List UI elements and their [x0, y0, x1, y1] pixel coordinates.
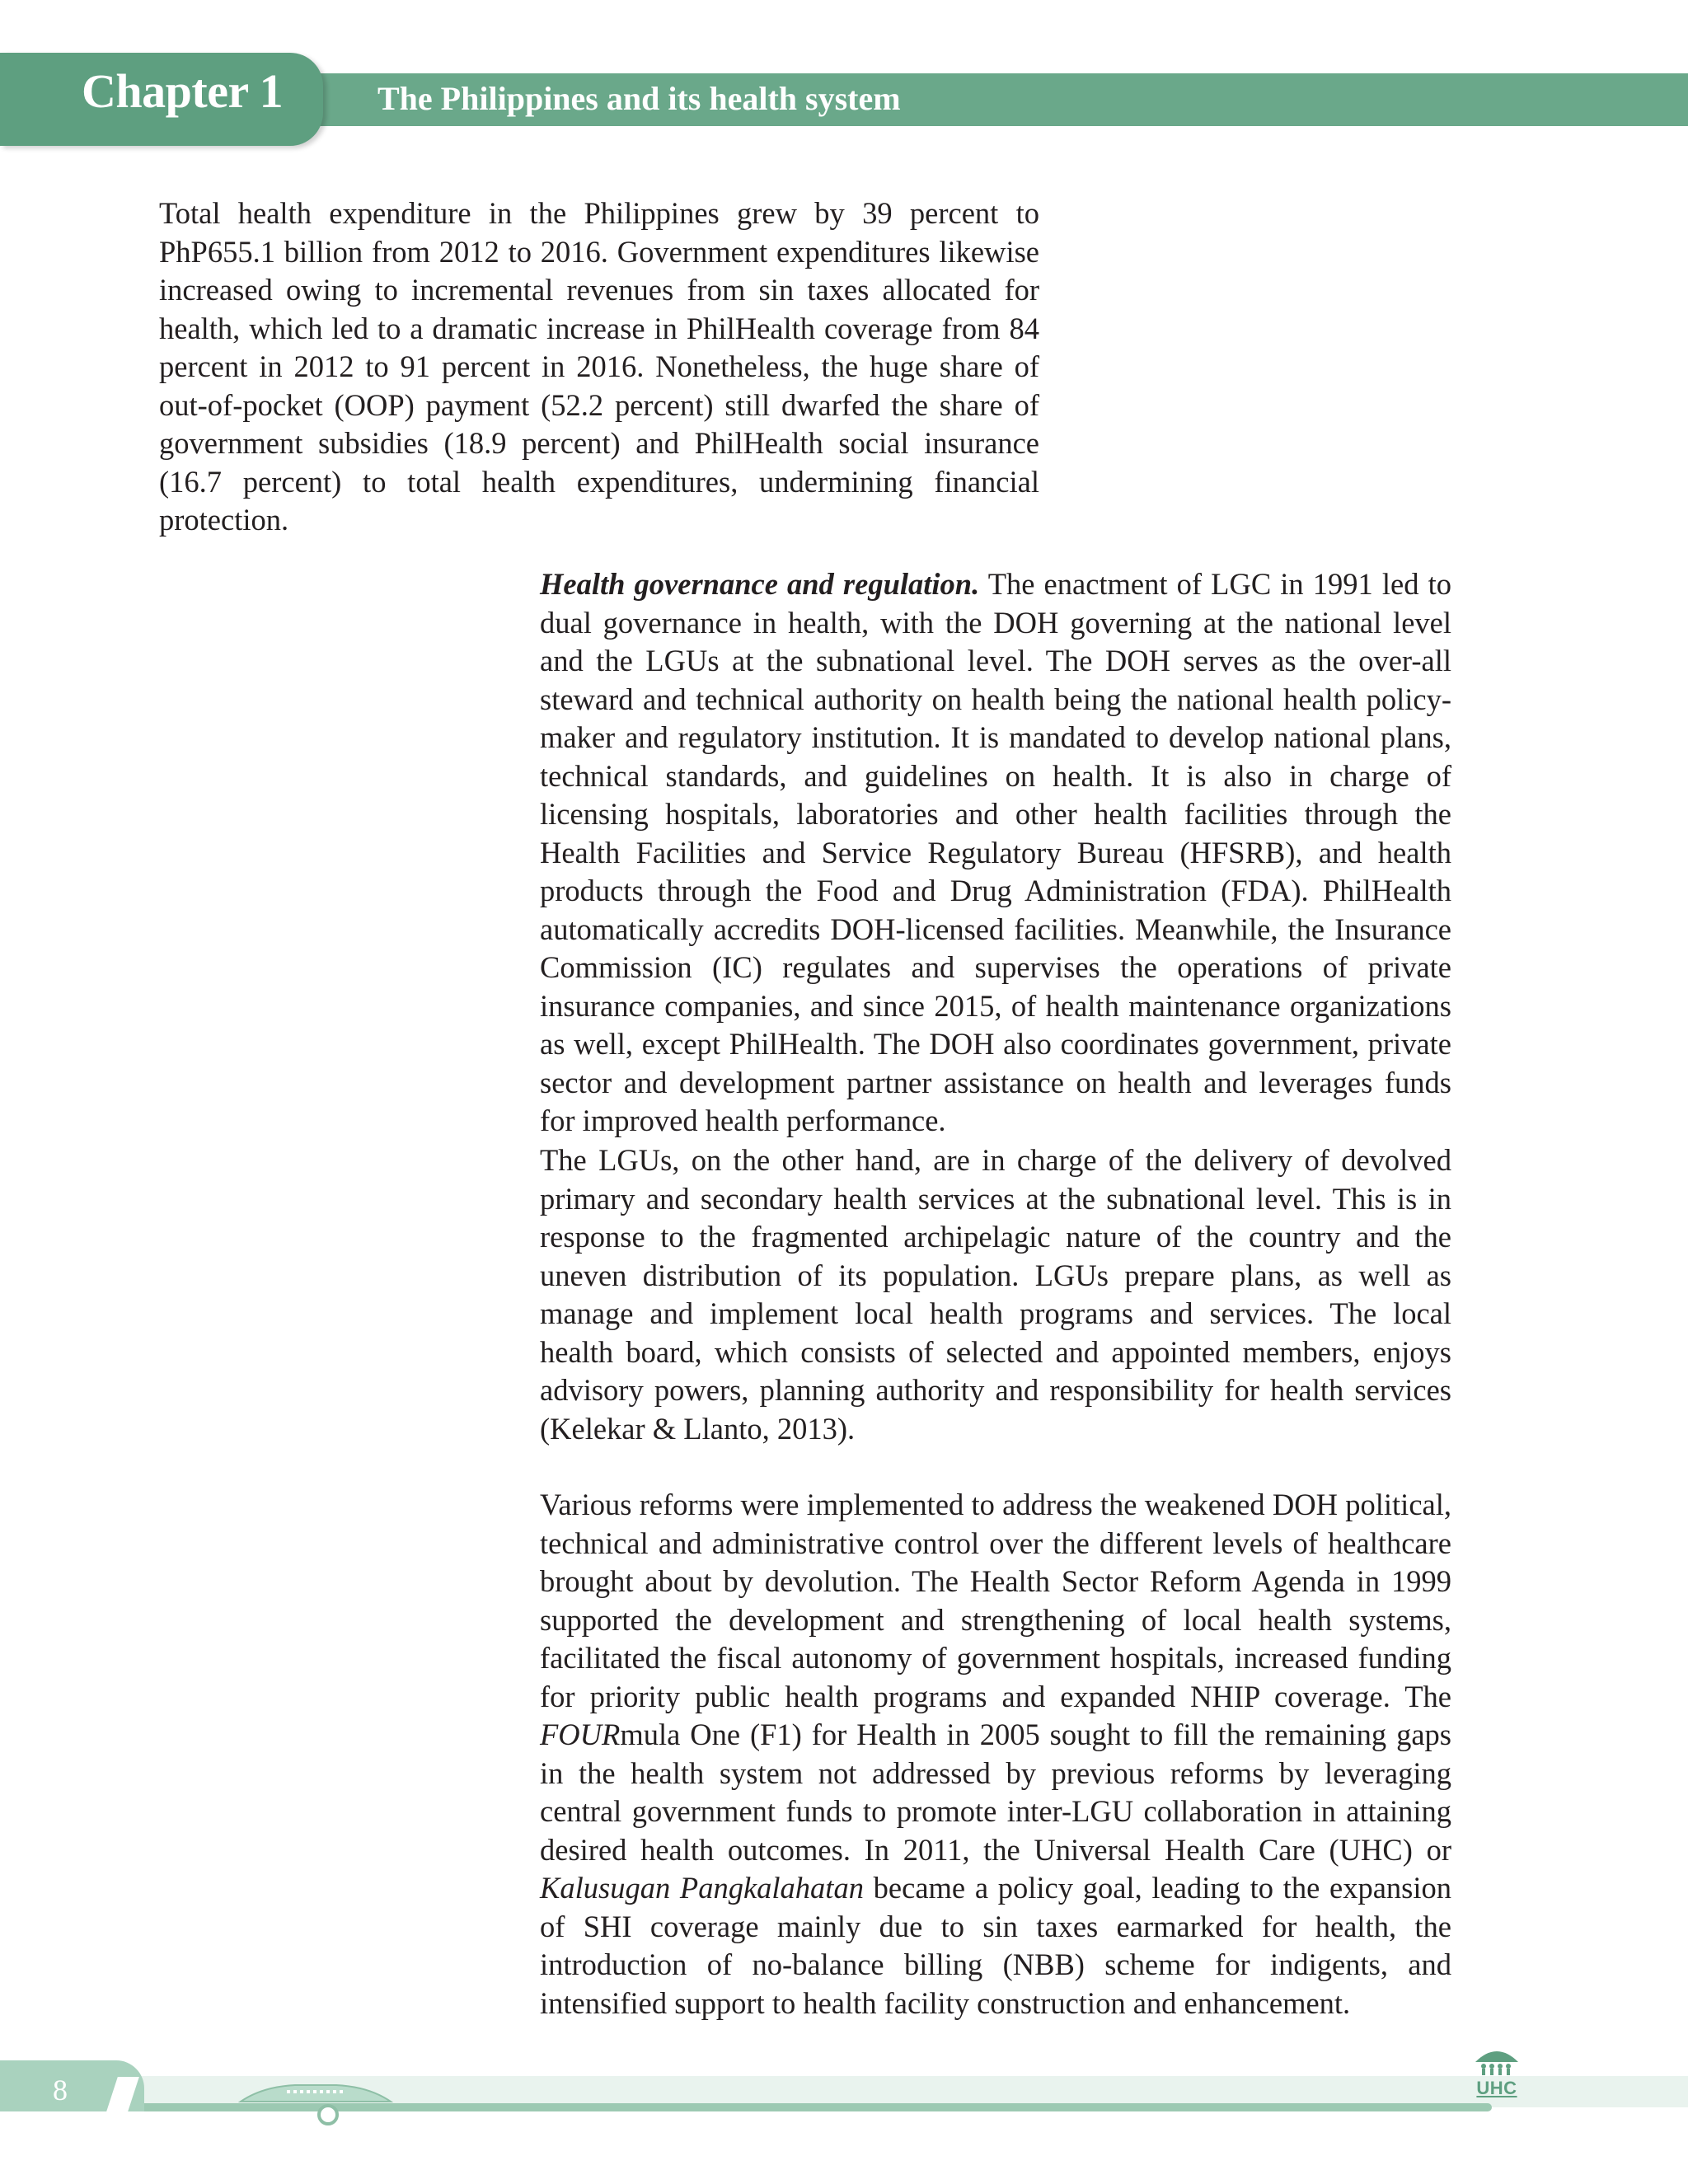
chapter-title: The Philippines and its health system — [377, 80, 901, 117]
uhc-umbrella-icon — [1472, 2046, 1522, 2075]
reforms-paragraph — [540, 1486, 1451, 2022]
reforms-text-part2: mula One (F1) for Health in 2005 sought to fill the remaining gaps in the health system not addressed by previous reforms by leveraging central government funds to promote inter-LGU collaboration in attaining desired health outcomes. In 2011, the Universal Health Care (UHC) or — [540, 1718, 1451, 1867]
uhc-logo — [1467, 2046, 1526, 2097]
page-number: 8 — [53, 2074, 68, 2107]
governance-heading: Health governance and regulation. — [540, 567, 980, 601]
intro-paragraph: Total health expenditure in the Philippines grew by 39 percent to PhP655.1 billion from 2012 to 2016. Government expenditures likewise increased owing to incremental revenues from sin taxes allocated for health, which led to a dramatic increase in PhilHealth coverage from 84 percent in 2012 to 91 percent in 2016. Nonetheless, the huge share of out-of-pocket (OOP) payment (52.2 percent) still dwarfed the share of government subsidies (18.9 percent) and PhilHealth social insurance (16.7 percent) to total health expenditures, undermining financial protection. — [159, 196, 1039, 537]
chapter-label: Chapter 1 — [82, 64, 284, 118]
reforms-text-part3: became a policy goal, leading to the expansion of SHI coverage mainly due to sin taxes earmarked for health, the introduction of no-balance billing (NBB) scheme for indigents, and intensified support to health facility construction and enhancement. — [540, 1871, 1451, 2020]
train-icon — [237, 2080, 394, 2130]
kalusugan-italic: Kalusugan Pangkalahatan — [540, 1871, 864, 1905]
fourmula-italic: FOUR — [540, 1718, 621, 1751]
governance-paragraph — [540, 565, 1451, 1141]
lgus-paragraph: The LGUs, on the other hand, are in charge of the delivery of devolved primary and secondary health services at the subnational level. This is in response to the fragmented archipelagic nature of the country and the uneven distribution of its population. LGUs prepare plans, as well as manage and implement local health programs and services. The local health board, which consists of selected and appointed members, enjoys advisory powers, planning authority and responsibility for health services (Kelekar & Llanto, 2013). — [540, 1143, 1451, 1446]
governance-text: The enactment of LGC in 1991 led to dual governance in health, with the DOH governing at the national level and the LGUs at the subnational level. The DOH serves as the over-all steward and technical authority on health being the national health policy-maker and regulatory institution. It is mandated to develop national plans, technical standards, and guidelines on health. It is also in charge of licensing hospitals, laboratories and other health facilities through the Health Facilities and Service Regulatory Bureau (HFSRB), and health products through the Food and Drug Administration (FDA). PhilHealth automatically accredits DOH-licensed facilities. Meanwhile, the Insurance Commission (IC) regulates and supervises the operations of private insurance companies, and since 2015, of health maintenance organizations as well, except PhilHealth. The DOH also coordinates government, private sector and development partner assistance on health and leverages funds for improved health performance. — [540, 567, 1451, 1137]
uhc-logo-text: UHC — [1476, 2078, 1517, 2098]
reforms-text-part1: Various reforms were implemented to address the weakened DOH political, technical and administrative control over the different levels of healthcare brought about by devolution. The Health Sector Reform Agenda in 1999 supported the development and strengthening of local health systems, facilitated the fiscal autonomy of government hospitals, increased funding for priority public health programs and expanded NHIP coverage. The — [540, 1488, 1451, 1713]
